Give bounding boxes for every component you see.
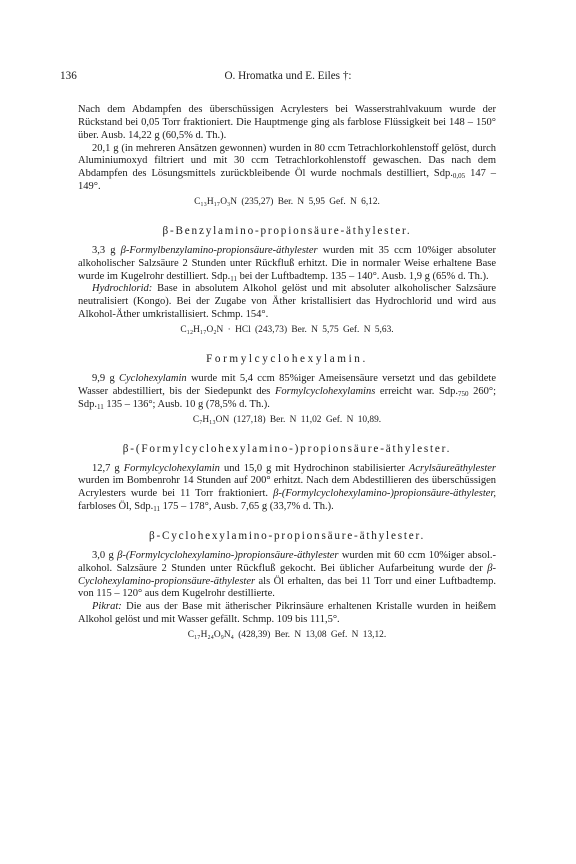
paragraph: 3,3 g β-Formylbenzylamino-propionsäure-äthylester wurden mit 35 ccm 10%iger absoluter alkoholischer Salzsäure 2 Stunden unter Rückfluß erhitzt. Die in normaler Weise erhaltene Base wurde im Kugelrohr destilliert. $Sdp._{11}$ bei der Luftbadtemp. 135 – 140°. Ausb. 1,9 g (65% d. Th.). <box>78 244 496 283</box>
paragraph: 3,0 g β-(Formylcyclohexylamino-)propionsäure-äthylester wurden mit 60 ccm 10%iger absol.-alkohol. Salzsäure 2 Stunden unter Rückfluß gekocht. Bei üblicher Aufarbeitung wurde der β-Cyclohexylamino-propionsäure-äthylester als Öl erhalten, das bei 11 Torr und einer Luftbadtemp. von 115 – 120° aus dem Kugelrohr destillierte. <box>78 549 497 600</box>
paragraph: 12,7 g Formylcyclohexylamin und 15,0 g mit Hydrochinon stabilisierter Acrylsäureäthylester wurden im Bombenrohr 14 Stunden auf 200° erhitzt. Nach dem Abdestillieren des überschüssigen Acrylesters wurde bei 11 Torr fraktioniert. β-(Formylcyclohexylamino-)propionsäure-äthylester, farbloses Öl, $Sdp._{11}$ 175 – 178°, Ausb. 7,65 g (33,7% d. Th.). <box>78 462 497 514</box>
section-heading: Formylcyclohexylamin. <box>206 352 368 365</box>
analysis-formula: C₁₃H₁₇O₃N (235,27) Ber. N 5,95 Gef. N 6,12. <box>194 196 380 207</box>
analysis-formula: C₇H₁₃ON (127,18) Ber. N 11,02 Gef. N 10,89. <box>192 414 382 425</box>
paragraph: Nach dem Abdampfen des überschüssigen Acrylesters bei Wasserstrahlvakuum wurde der Rückstand bei 0,05 Torr fraktioniert. Die Hauptmenge ging als farblose Flüssigkeit bei 148 – 150° über. Ausb. 14,22 g (60,5% d. Th.). <box>78 104 496 141</box>
paragraph: Hydrochlorid: Base in absolutem Alkohol gelöst und mit absoluter alkoholischer Salzsäure neutralisiert (Kongo). Bei der Zugabe von Äther kristallisiert das Hydrochlorid und wird aus Alkohol-Äther umkristallisiert. Schmp. 154°. <box>78 283 496 321</box>
running-head: O. Hromatka und E. Eiles †: <box>224 70 352 82</box>
paragraph: Pikrat: Die aus der Base mit ätherischer Pikrinsäure erhaltenen Kristalle wurden in heißem Alkohol gelöst und mit Wasser gefällt. Schmp. 109 bis 111,5°. <box>78 601 496 626</box>
section-heading: β-Cyclohexylamino-propionsäure-äthylester. <box>148 529 426 542</box>
page-header <box>60 70 516 84</box>
section-heading: β-(Formylcyclohexylamino-)propionsäure-äthylester. <box>122 442 452 455</box>
paragraph: 20,1 g (in mehreren Ansätzen gewonnen) wurden in 80 ccm Tetrachlorkohlenstoff gelöst, durch Aluminiumoxyd filtriert und mit 30 ccm Tetrachlorkohlenstoff gewaschen. Das nach dem Abdampfen des Lösungsmittels zurückbleibende Öl wurde nochmals destilliert, $Sdp._{0,05}$ 147 – 149°. <box>78 142 497 193</box>
analysis-formula: C₁₂H₁₇O₂N · HCl (243,73) Ber. N 5,75 Gef. N 5,63. <box>180 324 394 335</box>
article-body <box>78 104 496 642</box>
section-heading: β-Benzylamino-propionsäure-äthylester. <box>162 224 412 237</box>
analysis-formula: C₁₇H₂₄O₉N₄ (428,39) Ber. N 13,08 Gef. N 13,12. <box>187 629 387 640</box>
paragraph: 9,9 g Cyclohexylamin wurde mit 5,4 ccm 85%iger Ameisensäure versetzt und das gebildete Wasser abdestilliert, bis der Siedepunkt des Formylcyclohexylamins erreicht war. $Sdp._{750}$ 260°; $Sdp._{11}$ 135 – 136°; Ausb. 10 g (78,5% d. Th.). <box>78 372 497 411</box>
page-number: 136 <box>60 70 77 82</box>
